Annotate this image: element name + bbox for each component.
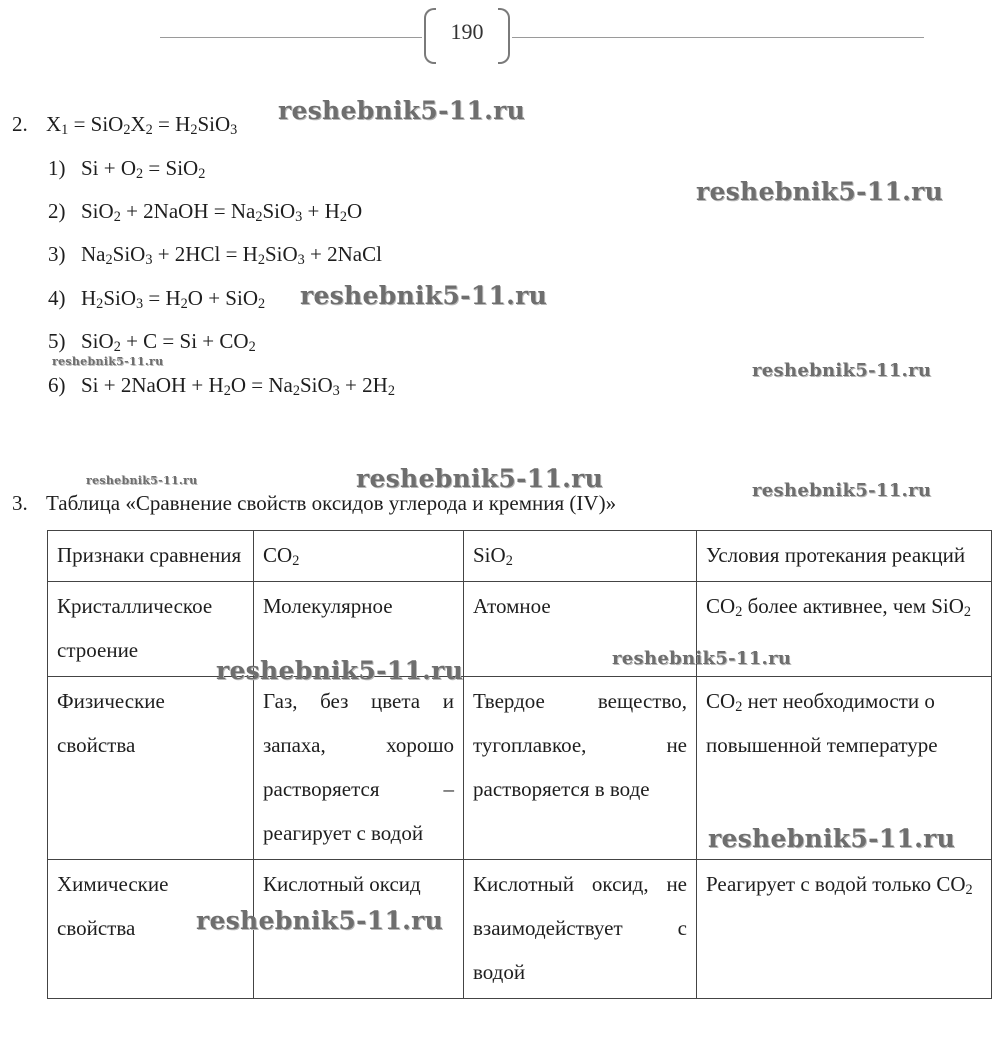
header-sio2: SiO$_2$	[464, 531, 697, 582]
comparison-table	[47, 530, 992, 999]
reaction-2: 2) SiO$_2$ + 2NaOH = $Na_2SiO_3 + H_2O$	[48, 199, 363, 226]
watermark: reshebnik5-11.ru	[612, 648, 792, 669]
cell-conditions: $CO_2$ более активнее, чем SiO$_2$	[697, 582, 992, 677]
reaction-4: 4) $H_2SiO_3 = H_2O + SiO_2$	[48, 286, 266, 313]
header-feature: Признаки сравнения	[48, 531, 254, 582]
cell-feature: Химические свойства	[48, 860, 254, 999]
watermark: reshebnik5-11.ru	[278, 96, 526, 125]
cell-co2: Кислотный оксид	[254, 860, 464, 999]
reaction-6: 6) Si + 2NaOH + $H_2O = Na_2SiO_3 + 2H_2$	[48, 373, 395, 400]
cell-feature: Кристаллическое строение	[48, 582, 254, 677]
task3-number: 3.	[12, 491, 28, 515]
table-header-row	[48, 531, 992, 582]
header-rule-left	[160, 37, 422, 38]
table-row	[48, 582, 992, 677]
watermark: reshebnik5-11.ru	[696, 177, 944, 206]
task3-heading	[12, 490, 616, 516]
header-conditions: Условия протекания реакций	[697, 531, 992, 582]
task2-number: 2.	[12, 112, 28, 136]
reaction-5: 5) $SiO_2 + C = Si + CO_2$	[48, 329, 256, 356]
watermark: reshebnik5-11.ru	[752, 480, 932, 501]
page-number: 190	[450, 19, 484, 44]
task2-heading: 2. $X_1 = SiO_2X_2 = H_2SiO_3$	[12, 112, 238, 139]
cell-co2: Газ, без цвета и запаха, хорошо растворяется – реагирует с водой	[254, 677, 464, 860]
watermark: reshebnik5-11.ru	[300, 281, 548, 310]
table-row	[48, 860, 992, 999]
watermark: reshebnik5-11.ru	[216, 656, 464, 685]
header-co2: $CO_2$	[254, 531, 464, 582]
watermark: reshebnik5-11.ru	[52, 355, 164, 368]
reaction-1: 1) $Si + O_2 = SiO_2$	[48, 156, 206, 183]
watermark: reshebnik5-11.ru	[708, 824, 956, 853]
watermark: reshebnik5-11.ru	[356, 464, 604, 493]
task3-title: Таблица «Сравнение свойств оксидов углерода и кремния (IV)»	[46, 491, 617, 515]
reaction-3: 3) $Na_2SiO_3 + 2HCl = H_2SiO_3$ + 2NaCl	[48, 242, 382, 269]
cell-sio2: Атомное	[464, 582, 697, 677]
page-number-box	[424, 8, 510, 64]
cell-feature: Физические свойства	[48, 677, 254, 860]
cell-sio2: Твердое вещество, тугоплавкое, не растворяется в воде	[464, 677, 697, 860]
cell-conditions: Реагирует с водой только $CO_2$	[697, 860, 992, 999]
watermark: reshebnik5-11.ru	[86, 474, 198, 487]
cell-conditions: $CO_2$ нет необходимости о повышенной температуре	[697, 677, 992, 860]
cell-co2: Молекулярное	[254, 582, 464, 677]
bracket-left	[424, 8, 436, 64]
bracket-right	[498, 8, 510, 64]
cell-sio2: Кислотный оксид, не взаимодействует с водой	[464, 860, 697, 999]
watermark: reshebnik5-11.ru	[752, 360, 932, 381]
header-rule-right	[512, 37, 924, 38]
watermark: reshebnik5-11.ru	[196, 906, 444, 935]
